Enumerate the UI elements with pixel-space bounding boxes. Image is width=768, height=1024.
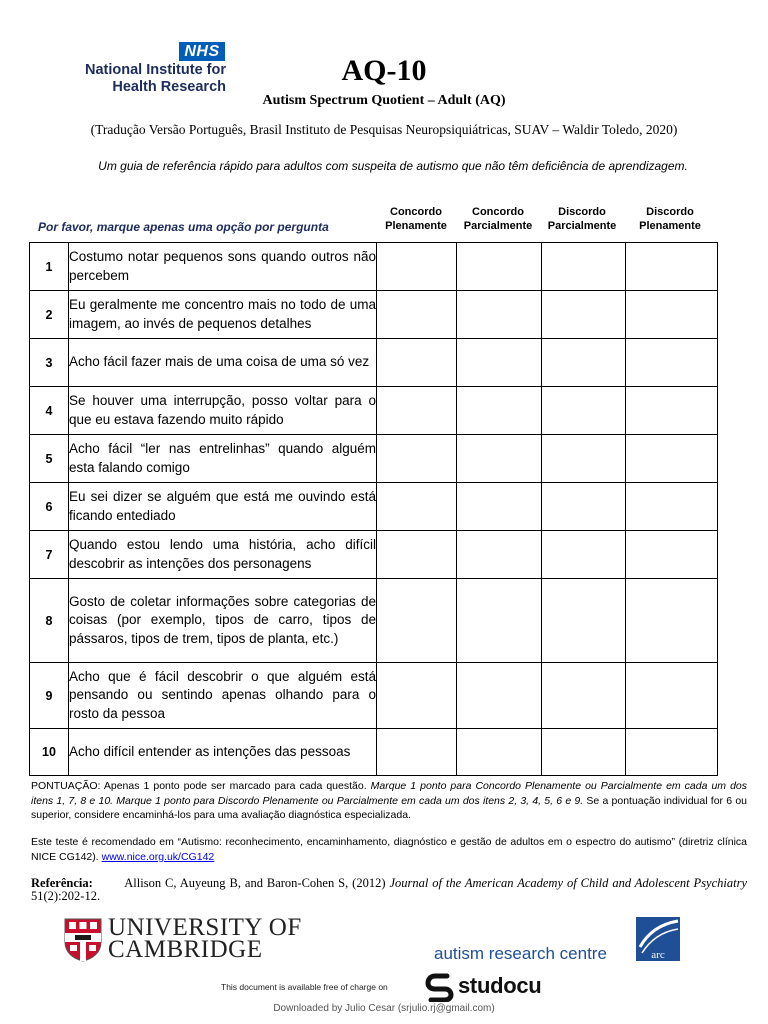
reference-citation: Referência: Allison C, Auyeung B, and Baron-Cohen S, (2012) Journal of the American Academy of Child and Adolescent Psychiatry 51(2):202-12. — [31, 876, 748, 903]
question-number: 1 — [30, 243, 69, 291]
answer-cell-discordo-plenamente[interactable] — [626, 663, 718, 729]
answer-cell-concordo-parcialmente[interactable] — [457, 387, 542, 435]
question-row-1 — [30, 243, 718, 291]
answer-cell-discordo-plenamente[interactable] — [626, 435, 718, 483]
svg-text:arc: arc — [651, 949, 665, 961]
answer-cell-concordo-plenamente[interactable] — [377, 531, 457, 579]
autism-research-centre-wordmark: autism research centre — [434, 944, 607, 963]
studocu-note: This document is available free of charge on — [221, 982, 388, 992]
question-number: 6 — [30, 483, 69, 531]
question-number: 9 — [30, 663, 69, 729]
table-instruction: Por favor, marque apenas uma opção por pergunta — [38, 220, 329, 234]
question-row-9 — [30, 663, 718, 729]
answer-cell-concordo-parcialmente[interactable] — [457, 291, 542, 339]
nihr-name-line2: Health Research — [112, 79, 226, 95]
answer-cell-discordo-plenamente[interactable] — [626, 729, 718, 776]
answer-cell-discordo-parcialmente[interactable] — [542, 387, 626, 435]
column-header-concordo-plenamente: Concordo Plenamente — [385, 206, 447, 232]
answer-cell-discordo-plenamente[interactable] — [626, 579, 718, 663]
answer-cell-concordo-plenamente[interactable] — [377, 729, 457, 776]
answer-cell-discordo-plenamente[interactable] — [626, 483, 718, 531]
scoring-note: PONTUAÇÃO: Apenas 1 ponto pode ser marcado para cada questão. Marque 1 ponto para Concordo Plenamente ou Parcialmente em cada um dos itens 1, 7, 8 e 10. Marque 1 ponto para Discordo Plenamente ou Parcialmente em cada um dos itens 2, 3, 4, 5, 6 e 9. Se a pontuação individual for 6 ou superior, considere encaminhá-los para uma avaliação diagnóstica especializada. — [31, 780, 747, 821]
question-text: Acho que é fácil descobrir o que alguém está pensando ou sentindo apenas olhando para o rosto da pessoa — [69, 663, 377, 729]
nihr-name-line1: National Institute for — [85, 62, 226, 78]
answer-cell-concordo-plenamente[interactable] — [377, 243, 457, 291]
answer-cell-concordo-plenamente[interactable] — [377, 663, 457, 729]
column-header-concordo-parcialmente: Concordo Parcialmente — [463, 206, 533, 232]
answer-cell-concordo-plenamente[interactable] — [377, 291, 457, 339]
nice-guideline-link[interactable]: www.nice.org.uk/CG142 — [101, 850, 215, 863]
question-row-8 — [30, 579, 718, 663]
arc-logo-icon — [636, 917, 680, 961]
answer-cell-discordo-parcialmente[interactable] — [542, 483, 626, 531]
answer-cell-discordo-parcialmente[interactable] — [542, 339, 626, 387]
answer-cell-concordo-plenamente[interactable] — [377, 339, 457, 387]
question-text: Acho fácil “ler nas entrelinhas” quando alguém esta falando comigo — [69, 435, 377, 483]
question-number: 4 — [30, 387, 69, 435]
answer-cell-concordo-plenamente[interactable] — [377, 435, 457, 483]
answer-cell-discordo-parcialmente[interactable] — [542, 531, 626, 579]
download-attribution: Downloaded by Julio Cesar (srjulio.rj@gmail.com) — [273, 1003, 495, 1014]
question-number: 5 — [30, 435, 69, 483]
question-number: 7 — [30, 531, 69, 579]
question-number: 8 — [30, 579, 69, 663]
nhs-logo: NHS — [179, 42, 225, 61]
answer-cell-discordo-parcialmente[interactable] — [542, 663, 626, 729]
recommendation-note: Este teste é recomendado em “Autismo: reconhecimento, encaminhamento, diagnóstico e gestão de adultos em o espectro do autismo” (diretriz clínica NICE CG142). www.nice.org.uk/CG142 — [31, 836, 747, 863]
column-header-discordo-plenamente: Discordo Plenamente — [639, 206, 701, 232]
answer-cell-concordo-plenamente[interactable] — [377, 387, 457, 435]
answer-cell-discordo-parcialmente[interactable] — [542, 579, 626, 663]
answer-cell-concordo-parcialmente[interactable] — [457, 531, 542, 579]
question-row-3 — [30, 339, 718, 387]
cambridge-wordmark-line2: CAMBRIDGE — [108, 936, 263, 963]
question-row-7 — [30, 531, 718, 579]
cambridge-wordmark-line1: UNIVERSITY OF — [108, 914, 302, 941]
question-row-6 — [30, 483, 718, 531]
question-text: Acho fácil fazer mais de uma coisa de uma só vez — [69, 339, 377, 387]
answer-cell-discordo-plenamente[interactable] — [626, 531, 718, 579]
answer-cell-discordo-plenamente[interactable] — [626, 291, 718, 339]
answer-cell-concordo-parcialmente[interactable] — [457, 579, 542, 663]
question-row-4 — [30, 387, 718, 435]
guide-text: Um guia de referência rápido para adultos com suspeita de autismo que não têm deficiência de aprendizagem. — [98, 159, 688, 173]
question-row-2 — [30, 291, 718, 339]
question-text: Eu geralmente me concentro mais no todo de uma imagem, ao invés de pequenos detalhes — [69, 291, 377, 339]
answer-cell-discordo-parcialmente[interactable] — [542, 729, 626, 776]
answer-cell-concordo-parcialmente[interactable] — [457, 243, 542, 291]
answer-cell-concordo-parcialmente[interactable] — [457, 729, 542, 776]
answer-cell-concordo-parcialmente[interactable] — [457, 435, 542, 483]
question-text: Acho difícil entender as intenções das pessoas — [69, 729, 377, 776]
answer-cell-discordo-plenamente[interactable] — [626, 243, 718, 291]
document-title: AQ-10 — [341, 54, 427, 87]
answer-cell-concordo-plenamente[interactable] — [377, 483, 457, 531]
question-text: Quando estou lendo uma história, acho difícil descobrir as intenções dos personagens — [69, 531, 377, 579]
question-text: Costumo notar pequenos sons quando outros não percebem — [69, 243, 377, 291]
answer-cell-discordo-parcialmente[interactable] — [542, 291, 626, 339]
question-number: 3 — [30, 339, 69, 387]
question-row-10 — [30, 729, 718, 776]
answer-cell-concordo-parcialmente[interactable] — [457, 663, 542, 729]
question-number: 10 — [30, 729, 69, 776]
translation-note: (Tradução Versão Português, Brasil Instituto de Pesquisas Neuropsiquiátricas, SUAV – Waldir Toledo, 2020) — [90, 122, 678, 137]
studocu-wordmark: studocu — [458, 973, 542, 998]
document-subtitle: Autism Spectrum Quotient – Adult (AQ) — [262, 93, 506, 108]
answer-cell-concordo-plenamente[interactable] — [377, 579, 457, 663]
answer-cell-concordo-parcialmente[interactable] — [457, 483, 542, 531]
answer-cell-concordo-parcialmente[interactable] — [457, 339, 542, 387]
question-number: 2 — [30, 291, 69, 339]
studocu-logo-icon — [425, 972, 455, 1002]
cambridge-crest-icon — [64, 918, 102, 962]
question-text: Se houver uma interrupção, posso voltar para o que eu estava fazendo muito rápido — [69, 387, 377, 435]
question-text: Eu sei dizer se alguém que está me ouvindo está ficando entediado — [69, 483, 377, 531]
question-row-5 — [30, 435, 718, 483]
answer-cell-discordo-plenamente[interactable] — [626, 339, 718, 387]
answer-cell-discordo-parcialmente[interactable] — [542, 435, 626, 483]
question-text: Gosto de coletar informações sobre categorias de coisas (por exemplo, tipos de carro, tipos de pássaros, tipos de trem, tipos de planta, etc.) — [69, 579, 377, 663]
questionnaire-table — [29, 242, 718, 776]
answer-cell-discordo-parcialmente[interactable] — [542, 243, 626, 291]
answer-cell-discordo-plenamente[interactable] — [626, 387, 718, 435]
column-header-discordo-parcialmente: Discordo Parcialmente — [547, 206, 617, 232]
